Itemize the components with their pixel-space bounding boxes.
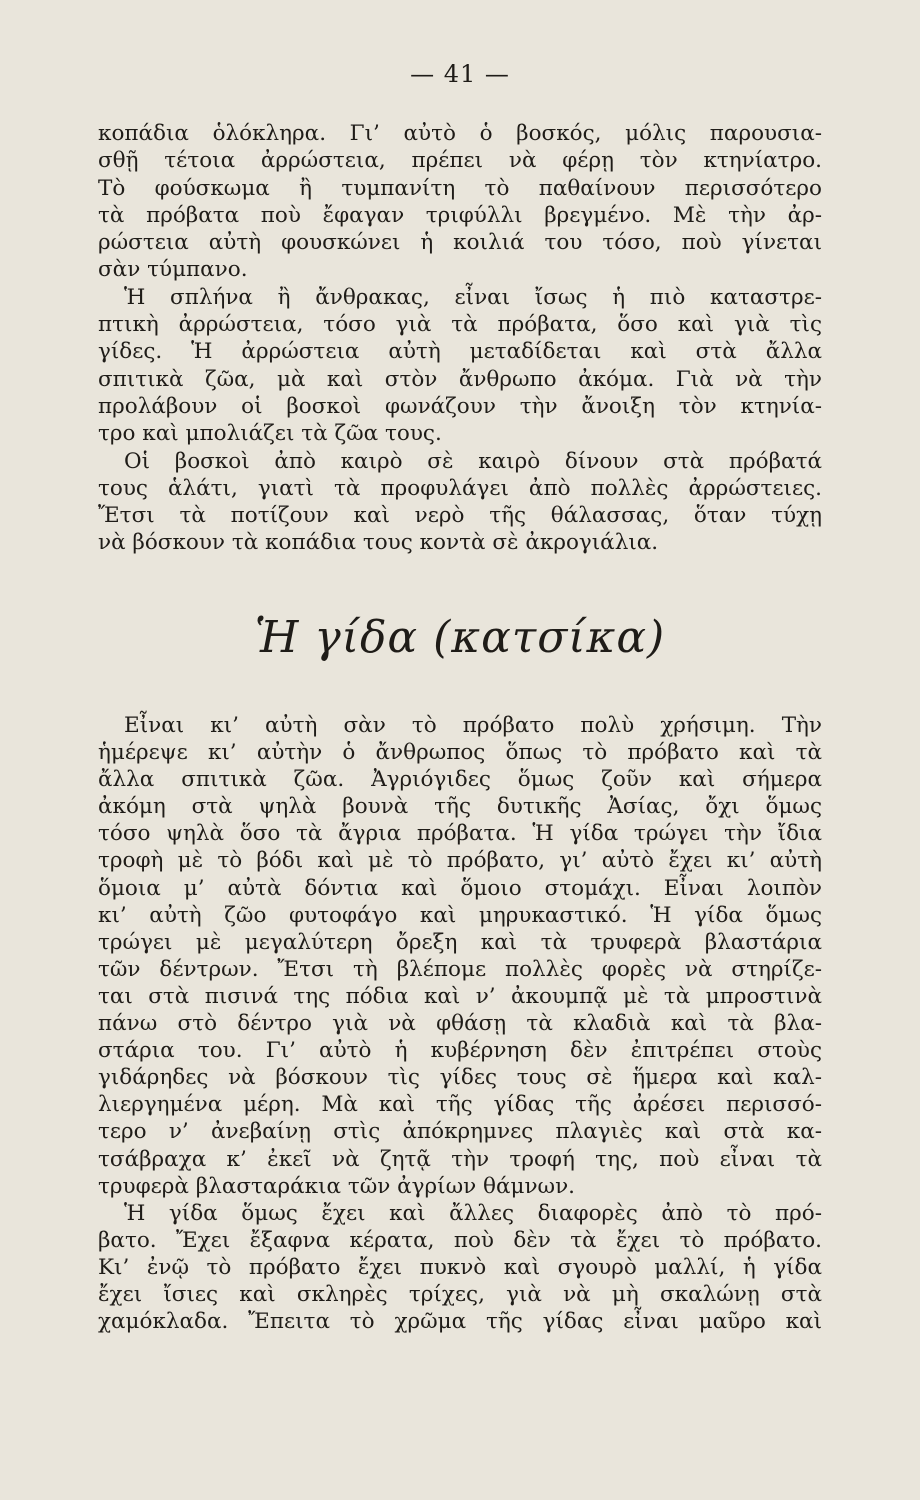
text-line: προλάβουν οἱ βοσκοὶ φωνάζουν τὴν ἄνοιξη τὸν κτηνία- bbox=[98, 393, 822, 419]
body-text-upper bbox=[98, 120, 822, 557]
text-line: Τὸ φούσκωμα ἢ τυμπανίτη τὸ παθαίνουν περισσότερο bbox=[98, 175, 822, 201]
text-line: στάρια του. Γι’ αὐτὸ ἡ κυβέρνηση δὲν ἐπιτρέπει στοὺς bbox=[98, 1038, 822, 1064]
text-line: βατο. Ἔχει ἔξαφνα κέρατα, ποὺ δὲν τὰ ἔχει τὸ πρόβατο. bbox=[98, 1227, 822, 1253]
text-line: νὰ βόσκουν τὰ κοπάδια τους κοντὰ σὲ ἀκρογιάλια. bbox=[98, 530, 659, 556]
text-line: Ἡ σπλήνα ἢ ἄνθρακας, εἶναι ἴσως ἡ πιὸ καταστρε- bbox=[124, 284, 822, 310]
text-line: ται στὰ πισινά της πόδια καὶ ν’ ἀκουμπᾷ μὲ τὰ μπροστινὰ bbox=[98, 983, 822, 1009]
text-line: τόσο ψηλὰ ὅσο τὰ ἄγρια πρόβατα. Ἡ γίδα τρώγει τὴν ἴδια bbox=[98, 821, 822, 847]
text-line: ἄλλα σπιτικὰ ζῶα. Ἀγριόγιδες ὅμως ζοῦν καὶ σήμερα bbox=[98, 767, 822, 793]
text-line: τερο ν’ ἀνεβαίνῃ στὶς ἀπόκρημνες πλαγιὲς καὶ στὰ κα- bbox=[98, 1119, 822, 1145]
text-line: ἡμέρεψε κι’ αὐτὴν ὁ ἄνθρωπος ὅπως τὸ πρόβατο καὶ τὰ bbox=[98, 740, 822, 766]
text-line: πτικὴ ἀρρώστεια, τόσο γιὰ τὰ πρόβατα, ὅσο καὶ γιὰ τὶς bbox=[98, 312, 822, 338]
text-line: γίδες. Ἡ ἀρρώστεια αὐτὴ μεταδίδεται καὶ στὰ ἄλλα bbox=[98, 339, 822, 365]
text-line: ὅμοια μ’ αὐτὰ δόντια καὶ ὅμοιο στομάχι. Εἶναι λοιπὸν bbox=[98, 875, 822, 901]
text-line: σπιτικὰ ζῶα, μὰ καὶ στὸν ἄνθρωπο ἀκόμα. Γιὰ νὰ τὴν bbox=[98, 366, 822, 392]
text-line: τρώγει μὲ μεγαλύτερη ὄρεξη καὶ τὰ τρυφερὰ βλαστάρια bbox=[98, 929, 822, 955]
text-line: σὰν τύμπανο. bbox=[98, 257, 248, 283]
text-line: τὰ πρόβατα ποὺ ἔφαγαν τριφύλλι βρεγμένο. Μὲ τὴν ἀρ- bbox=[98, 202, 822, 228]
text-line: χαμόκλαδα. Ἔπειτα τὸ χρῶμα τῆς γίδας εἶναι μαῦρο καὶ bbox=[98, 1309, 822, 1335]
text-line: τῶν δέντρων. Ἔτσι τὴ βλέπομε πολλὲς φορὲς νὰ στηρίζε- bbox=[98, 956, 822, 982]
text-line: λιεργημένα μέρη. Μὰ καὶ τῆς γίδας τῆς ἀρέσει περισσό- bbox=[98, 1092, 822, 1118]
section-heading: Ἡ γίδα (κατσίκα) bbox=[254, 612, 666, 663]
text-line: τροφὴ μὲ τὸ βόδι καὶ μὲ τὸ πρόβατο, γι’ αὐτὸ ἔχει κι’ αὐτὴ bbox=[98, 848, 822, 874]
text-line: Κι’ ἐνῷ τὸ πρόβατο ἔχει πυκνὸ καὶ σγουρὸ μαλλί, ἡ γίδα bbox=[98, 1254, 822, 1280]
text-line: πάνω στὸ δέντρο γιὰ νὰ φθάσῃ τὰ κλαδιὰ καὶ τὰ βλα- bbox=[98, 1011, 822, 1037]
text-line: τσάβραχα κ’ ἐκεῖ νὰ ζητᾷ τὴν τροφή της, ποὺ εἶναι τὰ bbox=[98, 1146, 822, 1172]
text-line: Εἶναι κι’ αὐτὴ σὰν τὸ πρόβατο πολὺ χρήσιμη. Τὴν bbox=[124, 713, 822, 738]
text-line: ἔχει ἴσιες καὶ σκληρὲς τρίχες, γιὰ νὰ μὴ σκαλώνῃ στὰ bbox=[98, 1281, 822, 1307]
text-line: τρο καὶ μπολιάζει τὰ ζῶα τους. bbox=[98, 421, 442, 447]
text-line: Οἱ βοσκοὶ ἀπὸ καιρὸ σὲ καιρὸ δίνουν στὰ πρόβατά bbox=[124, 448, 822, 474]
body-text-lower bbox=[98, 712, 822, 1335]
text-line: σθῇ τέτοια ἀρρώστεια, πρέπει νὰ φέρῃ τὸν κτηνίατρο. bbox=[98, 148, 822, 174]
text-line: ρώστεια αὐτὴ φουσκώνει ἡ κοιλιά του τόσο, ποὺ γίνεται bbox=[98, 230, 822, 256]
text-line: Ἔτσι τὰ ποτίζουν καὶ νερὸ τῆς θάλασσας, ὅταν τύχῃ bbox=[98, 503, 822, 529]
text-line: Ἡ γίδα ὅμως ἔχει καὶ ἄλλες διαφορὲς ἀπὸ τὸ πρό- bbox=[124, 1200, 822, 1226]
text-line: τρυφερὰ βλασταράκια τῶν ἀγρίων θάμνων. bbox=[98, 1173, 575, 1199]
text-line: γιδάρηδες νὰ βόσκουν τὶς γίδες τους σὲ ἥμερα καὶ καλ- bbox=[98, 1065, 822, 1091]
page-number: — 41 — bbox=[410, 60, 510, 88]
text-line: ἀκόμη στὰ ψηλὰ βουνὰ τῆς δυτικῆς Ἀσίας, ὄχι ὅμως bbox=[98, 794, 822, 820]
text-line: κοπάδια ὁλόκληρα. Γι’ αὐτὸ ὁ βοσκός, μόλις παρουσια- bbox=[98, 121, 822, 146]
text-line: κι’ αὐτὴ ζῶο φυτοφάγο καὶ μηρυκαστικό. Ἡ γίδα ὅμως bbox=[98, 902, 822, 928]
text-line: τους ἁλάτι, γιατὶ τὰ προφυλάγει ἀπὸ πολλὲς ἀρρώστειες. bbox=[98, 475, 822, 501]
